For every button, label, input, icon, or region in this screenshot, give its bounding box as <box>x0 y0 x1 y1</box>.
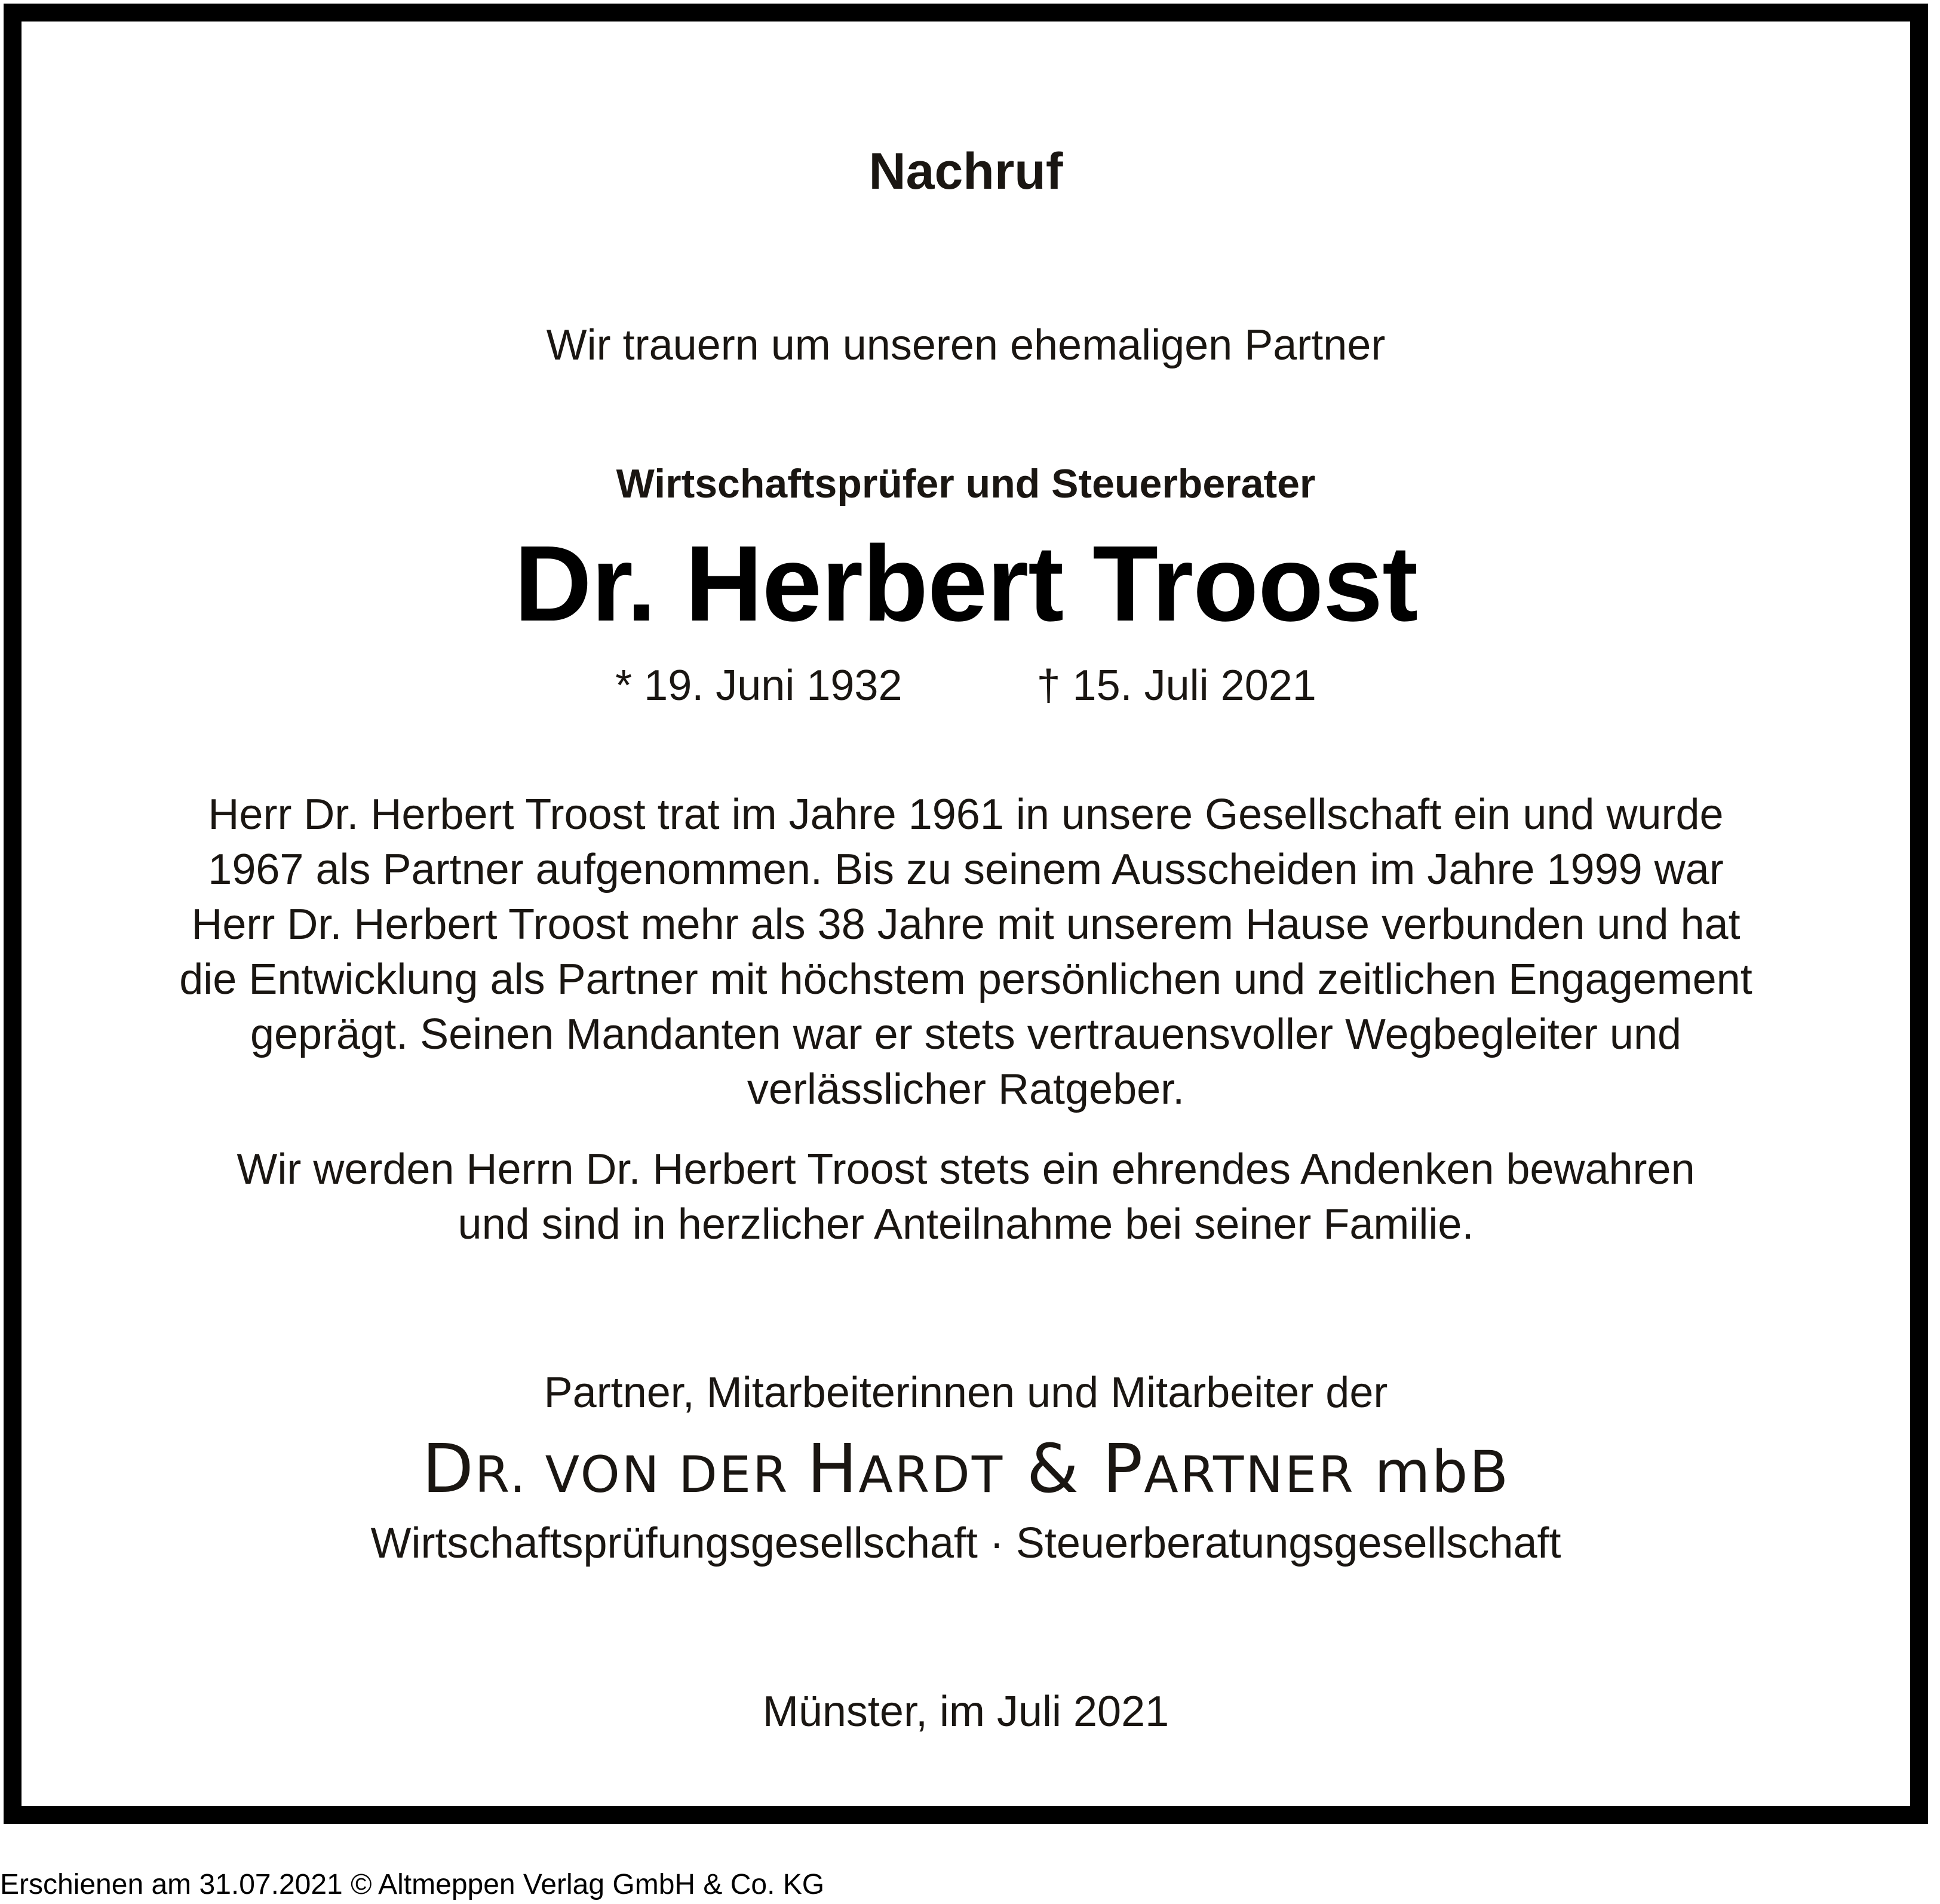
intro-line: Wir trauern um unseren ehemaligen Partner <box>546 321 1386 369</box>
profession-line: Wirtschaftsprüfer und Steuerberater <box>616 461 1316 506</box>
biography-line: die Entwicklung als Partner mit höchstem persönlichen und zeitlichen Engagement <box>179 956 1752 1003</box>
remembrance-line: Wir werden Herrn Dr. Herbert Troost stets ein ehrendes Andenken bewahren <box>237 1146 1695 1193</box>
firm-initial: H <box>807 1430 859 1508</box>
birth-date: * 19. Juni 1932 <box>615 662 903 710</box>
firm-suffix: mbB <box>1355 1439 1510 1506</box>
firm-subtitle: Wirtschaftsprüfungsgesellschaft · Steuerberatungsgesellschaft <box>370 1519 1561 1567</box>
notice-heading: Nachruf <box>868 143 1063 200</box>
deceased-name: Dr. Herbert Troost <box>514 524 1418 644</box>
remembrance-paragraph <box>22 1142 1910 1252</box>
death-date: † 15. Juli 2021 <box>1036 662 1316 710</box>
remembrance-line: und sind in herzlicher Anteilnahme bei seiner Familie. <box>458 1200 1474 1248</box>
biography-line: geprägt. Seinen Mandanten war er stets vertrauensvoller Wegbegleiter und <box>250 1011 1682 1058</box>
firm-initial: P <box>1102 1430 1144 1508</box>
biography-line: Herr Dr. Herbert Troost mehr als 38 Jahre mit unserem Hause verbunden und hat <box>191 901 1741 948</box>
firm-smallcaps: ARTNER <box>1144 1445 1355 1504</box>
firm-initial: D <box>422 1430 475 1508</box>
biography-line: 1967 als Partner aufgenommen. Bis zu seinem Ausscheiden im Jahre 1999 war <box>208 846 1724 893</box>
biography-line: Herr Dr. Herbert Troost trat im Jahre 1961 in unsere Gesellschaft ein und wurde <box>208 791 1724 839</box>
place-date: Münster, im Juli 2021 <box>762 1688 1169 1736</box>
firm-ampersand: & <box>1004 1430 1103 1508</box>
signoff-line: Partner, Mitarbeiterinnen und Mitarbeiter der <box>544 1369 1388 1417</box>
life-dates <box>22 662 1910 710</box>
obituary-frame <box>4 4 1928 1824</box>
firm-name <box>22 1430 1910 1508</box>
biography-line: verlässlicher Ratgeber. <box>747 1065 1185 1113</box>
firm-smallcaps: ARDT <box>858 1445 1005 1504</box>
publication-footer: Erschienen am 31.07.2021 © Altmeppen Verlag GmbH & Co. KG <box>0 1869 825 1900</box>
firm-smallcaps: R. VON DER <box>474 1445 808 1504</box>
biography-paragraph <box>22 787 1910 1117</box>
